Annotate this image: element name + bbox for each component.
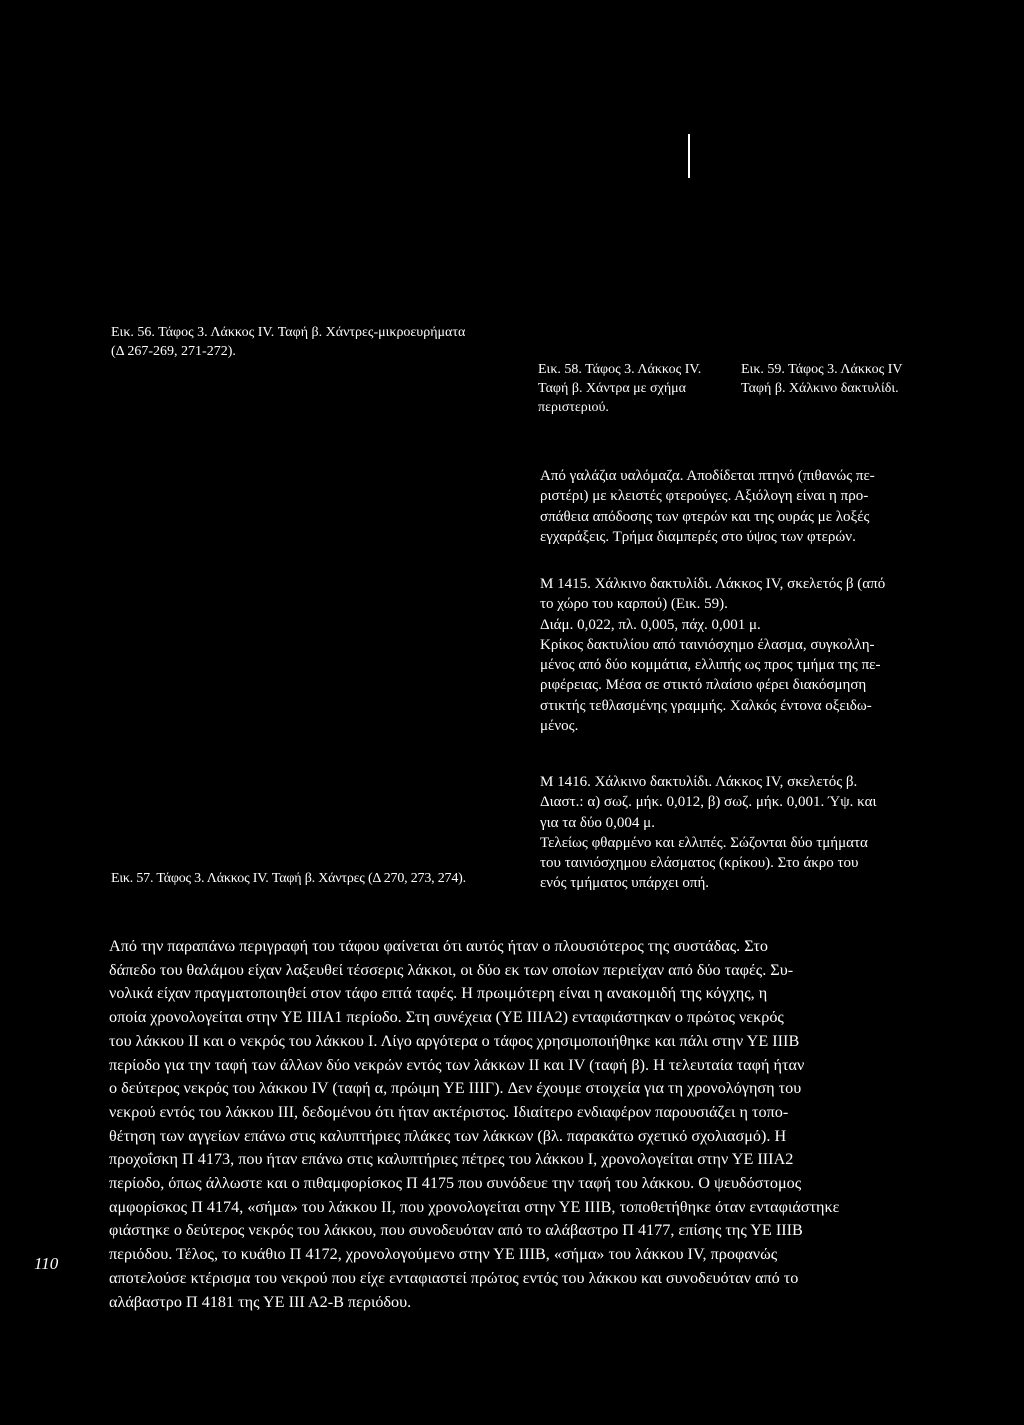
text-line: θέτηση των αγγείων επάνω στις καλυπτήριες πλάκες των λάκκων (βλ. παρακάτω σχετικό σχολιασμό). Η: [109, 1126, 787, 1145]
text-line: εγχαράξεις. Τρήμα διαμπερές στο ύψος των φτερών.: [540, 528, 856, 545]
text-line: Κρίκος δακτυλίου από ταινιόσχημο έλασμα, συγκολλη-: [540, 636, 875, 653]
text-line: αλάβαστρο Π 4181 της ΥΕ ΙΙΙ Α2-Β περιόδου.: [109, 1292, 412, 1311]
text-line: μένος από δύο κομμάτια, ελλιπής ως προς τμήμα της πε-: [540, 657, 881, 674]
caption-fig59: [741, 360, 961, 398]
text-line: σπάθεια απόδοσης των φτερών και της ουράς με λοξές: [540, 508, 870, 525]
text-line: το χώρο του καρπού) (Εικ. 59).: [540, 596, 728, 613]
text-line: του λάκκου ΙΙ και ο νεκρός του λάκκου Ι. Λίγο αργότερα ο τάφος χρησιμοποιήθηκε και πάλι στην ΥΕ ΙΙΙΒ: [109, 1031, 800, 1050]
text-line: για τα δύο 0,004 μ.: [540, 814, 655, 831]
text-line: Διαστ.: α) σωζ. μήκ. 0,012, β) σωζ. μήκ. 0,001. Ύψ. και: [540, 794, 877, 811]
text-line: ο δεύτερος νεκρός του λάκκου IV (ταφή α, πρώιμη ΥΕ ΙΙΙΓ). Δεν έχουμε στοιχεία για τη χρονολόγηση του: [109, 1079, 802, 1098]
text-line: μένος.: [540, 718, 579, 735]
text-line: οποία χρονολογείται στην ΥΕ ΙΙΙΑ1 περίοδο. Στη συνέχεια (ΥΕ ΙΙΙΑ2) ενταφιάστηκαν ο πρώτος νεκρός: [109, 1008, 784, 1027]
text-line: νεκρού εντός του λάκκου ΙΙΙ, δεδομένου ότι ήταν ακτέριστος. Ιδιαίτερο ενδιαφέρον παρουσιάζει η τοπο-: [109, 1102, 789, 1121]
text-line: ριφέρειας. Μέσα σε στικτό πλαίσιο φέρει διακόσμηση: [540, 677, 867, 694]
page-number: 110: [34, 1254, 59, 1273]
caption-line: Εικ. 59. Τάφος 3. Λάκκος IV: [741, 362, 903, 377]
text-line: Διάμ. 0,022, πλ. 0,005, πάχ. 0,001 μ.: [540, 616, 761, 633]
caption-fig56: [111, 323, 531, 361]
text-line: Από γαλάζια υαλόμαζα. Αποδίδεται πτηνό (πιθανώς πε-: [540, 468, 875, 484]
text-line: Τελείως φθαρμένο και ελλιπές. Σώζονται δύο τμήματα: [540, 834, 868, 851]
catalogue-entry-m1415: [540, 574, 970, 736]
text-line: στικτής τεθλασμένης γραμμής. Χαλκός έντονα οξειδω-: [540, 697, 872, 714]
text-line: φιάστηκε ο δεύτερος νεκρός του λάκκου, που συνοδευόταν από το αλάβαστρο Π 4177, επίσης της ΥΕ ΙΙΙΒ: [109, 1221, 803, 1240]
text-line: περίοδο, όπως άλλωστε και ο πιθαμφορίσκος Π 4175 που συνόδευε την ταφή του λάκκου. Ο ψευδόστομος: [109, 1174, 802, 1193]
text-line: Από την παραπάνω περιγραφή του τάφου φαίνεται ότι αυτός ήταν ο πλουσιότερος της συστάδας. Στο: [109, 937, 768, 955]
text-line: Μ 1416. Χάλκινο δακτυλίδι. Λάκκος IV, σκελετός β.: [540, 774, 858, 790]
text-line: αμφορίσκος Π 4174, «σήμα» του λάκκου ΙΙ, που χρονολογείται στην ΥΕ ΙΙΙΒ, τοποθετήθηκε όταν ενταφιάστηκε: [109, 1197, 840, 1216]
text-line: ενός τμήματος υπάρχει οπή.: [540, 875, 710, 892]
caption-line: (Δ 267-269, 271-272).: [111, 344, 236, 359]
catalogue-entry-m1416: [540, 772, 970, 894]
text-line: νολικά είχαν πραγματοποιηθεί στον τάφο επτά ταφές. Η πρωιμότερη είναι η ανακομιδή της κόγχης, η: [109, 984, 768, 1003]
caption-line: περιστεριού.: [538, 400, 609, 415]
text-line: προχοΐσκη Π 4173, που ήταν επάνω στις καλυπτήριες πέτρες του λάκκου Ι, χρονολογείται στην ΥΕ ΙΙΙΑ2: [109, 1150, 794, 1169]
caption-line: Εικ. 56. Τάφος 3. Λάκκος IV. Ταφή β. Χάντρες-μικροευρήματα: [111, 325, 466, 340]
text-line: περίοδο για την ταφή των άλλων δύο νεκρών εντός των λάκκων ΙΙ και IV (ταφή β). Η τελευταία ταφή ήταν: [109, 1055, 805, 1074]
main-paragraph: [109, 935, 937, 1314]
text-line: ριστέρι) με κλειστές φτερούγες. Αξιόλογη είναι η προ-: [540, 488, 869, 505]
caption-fig57: [111, 869, 531, 888]
caption-line: Εικ. 57. Τάφος 3. Λάκκος IV. Ταφή β. Χάντρες (Δ 270, 273, 274).: [111, 871, 466, 886]
text-line: δάπεδο του θαλάμου είχαν λαξευθεί τέσσερις λάκκοι, οι δύο εκ των οποίων περιείχαν από δύο ταφές. Συ-: [109, 960, 794, 979]
text-line: περιόδου. Τέλος, το κυάθιο Π 4172, χρονολογούμενο στην ΥΕ ΙΙΙΒ, «σήμα» του λάκκου IV, προφανώς: [109, 1245, 778, 1264]
text-line: αποτελούσε κτέρισμα του νεκρού που είχε ενταφιαστεί πρώτος εντός του λάκκου και συνοδευόταν από το: [109, 1268, 799, 1287]
bead-description: [540, 466, 970, 547]
caption-line: Ταφή β. Χάντρα με σχήμα: [538, 381, 686, 396]
caption-line: Εικ. 58. Τάφος 3. Λάκκος IV.: [538, 362, 702, 377]
caption-line: Ταφή β. Χάλκινο δακτυλίδι.: [741, 381, 899, 396]
caption-fig58: [538, 360, 738, 417]
vertical-rule: [688, 134, 690, 178]
text-line: Μ 1415. Χάλκινο δακτυλίδι. Λάκκος IV, σκελετός β (από: [540, 576, 886, 592]
text-line: του ταινιόσχημου ελάσματος (κρίκου). Στο άκρο του: [540, 855, 859, 872]
